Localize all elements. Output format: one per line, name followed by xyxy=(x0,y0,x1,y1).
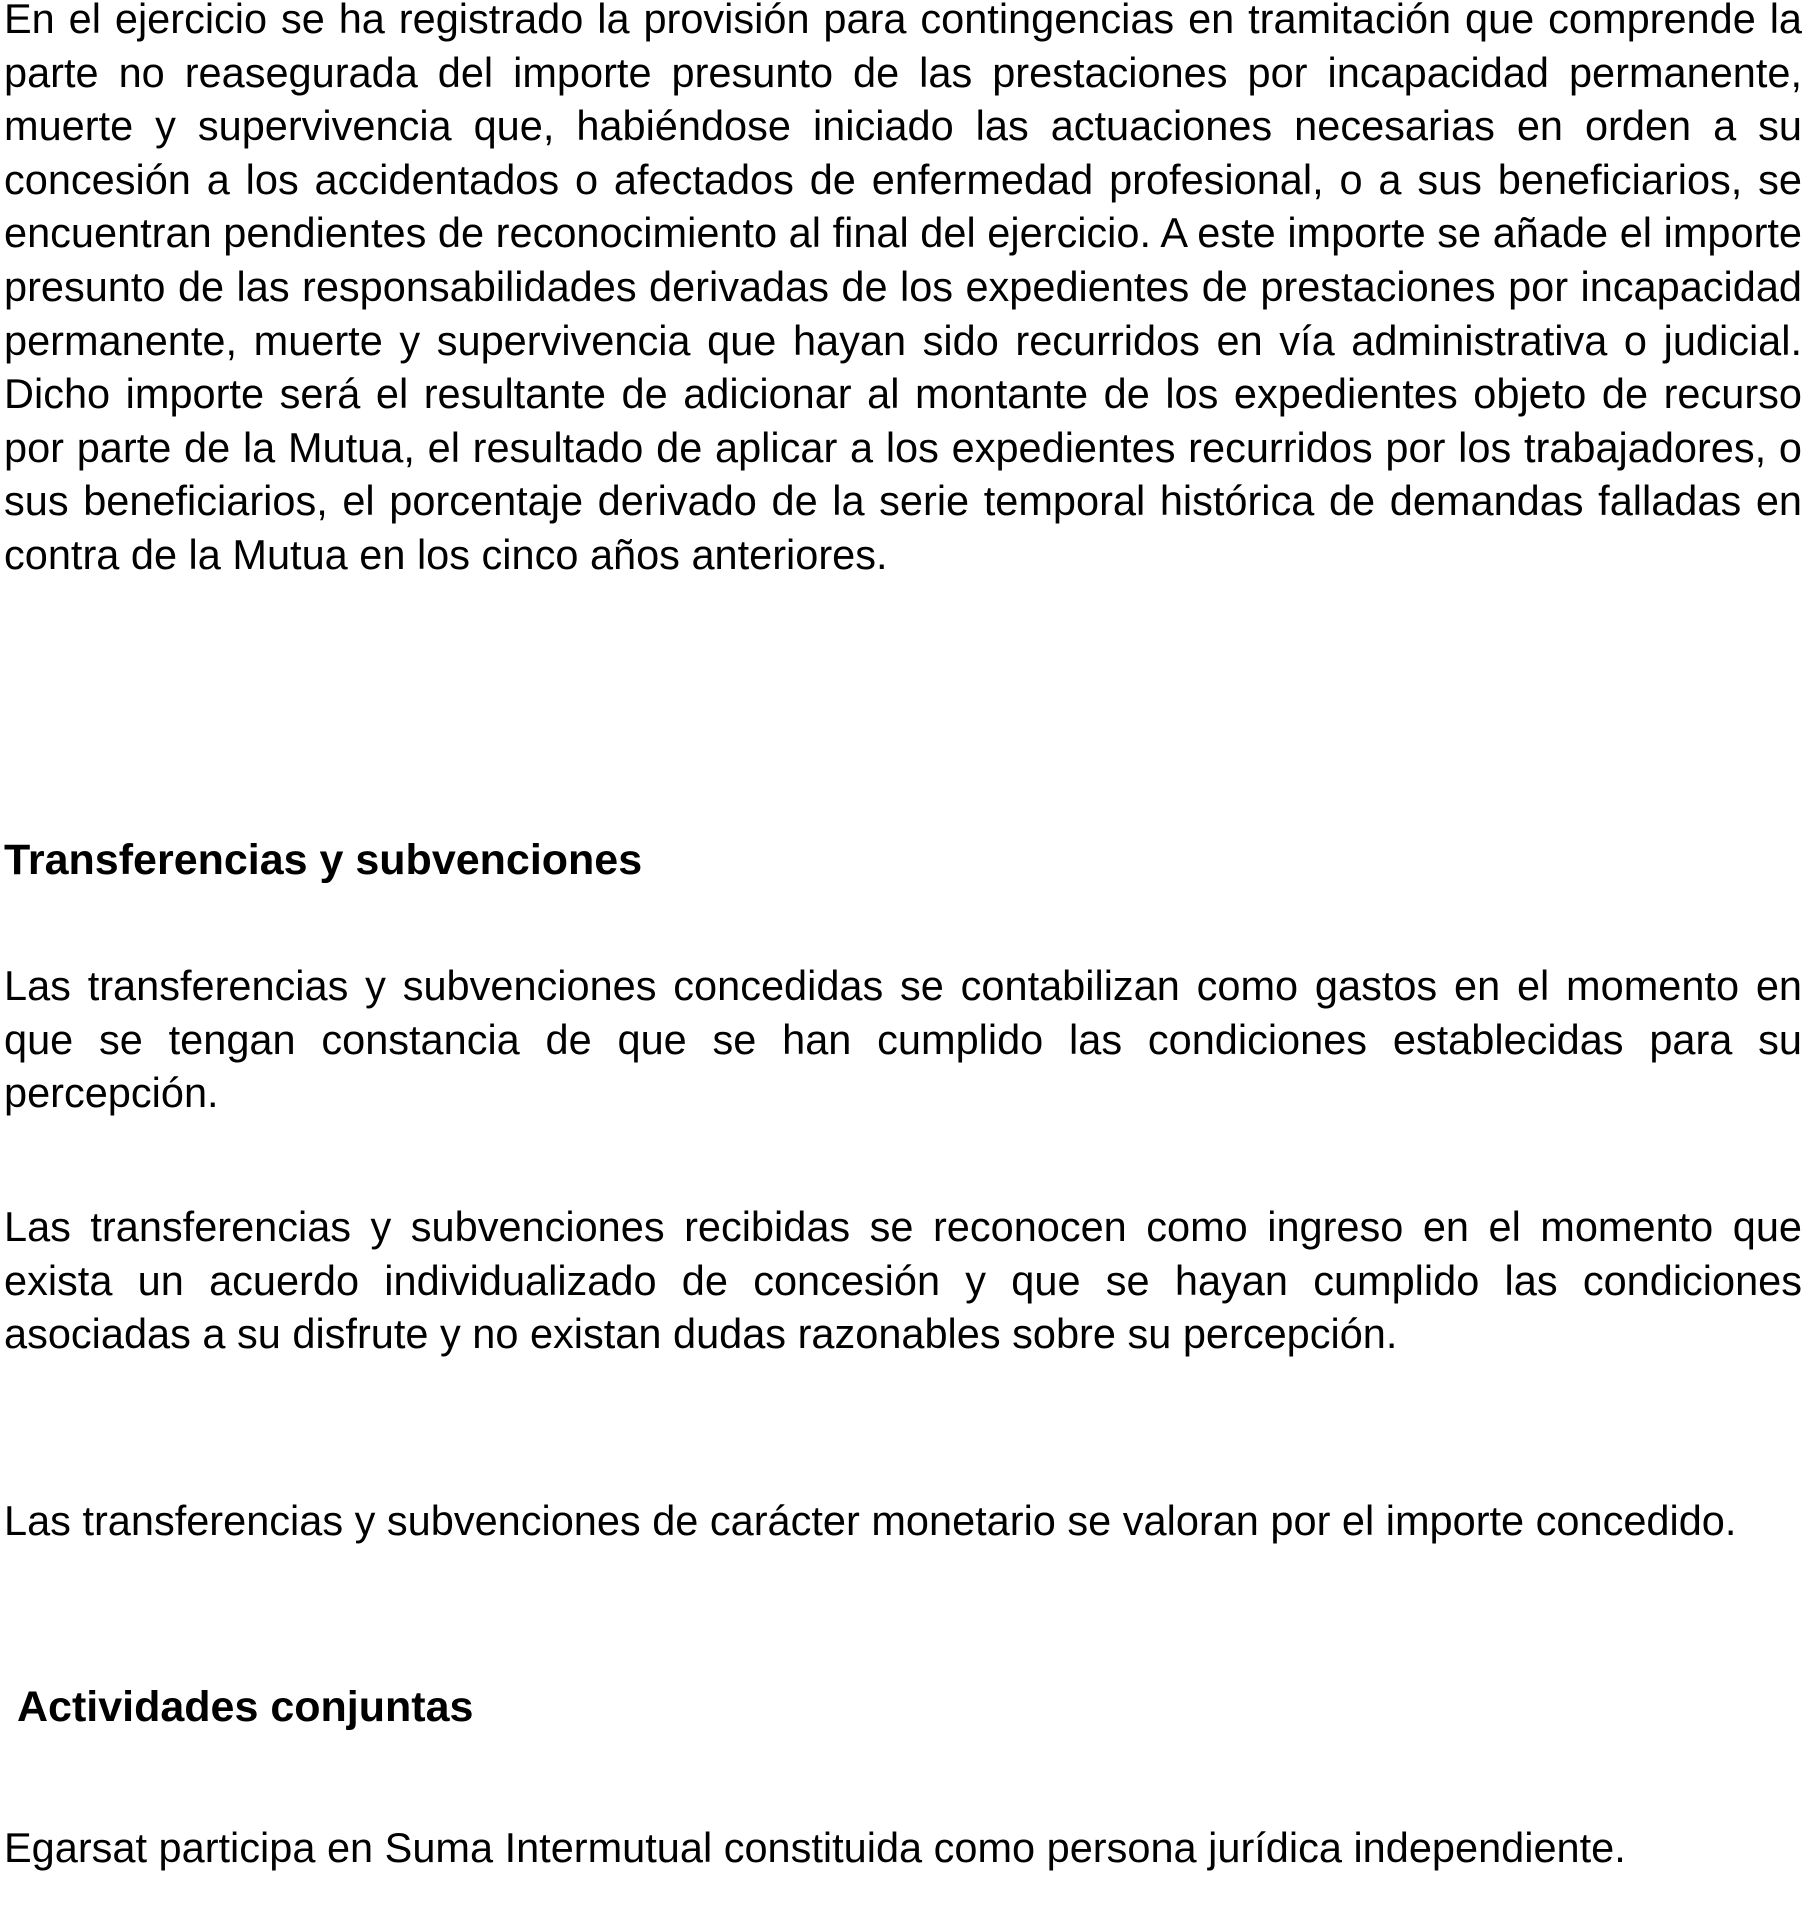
section-heading-transferencias: Transferencias y subvenciones xyxy=(4,836,643,884)
transferencias-recibidas-paragraph: Las transferencias y subvenciones recibidas se reconocen como ingreso en el momento que exista un acuerdo individualizado de concesión y que se hayan cumplido las condiciones asociadas a su disfrute y no existan dudas razonables sobre su percepción. xyxy=(4,1203,1802,1358)
section-heading-actividades: Actividades conjuntas xyxy=(17,1683,474,1731)
transferencias-monetario-paragraph: Las transferencias y subvenciones de carácter monetario se valoran por el importe concedido. xyxy=(4,1497,1737,1544)
provision-paragraph: En el ejercicio se ha registrado la provisión para contingencias en tramitación que comprende la parte no reasegurada del importe presunto de las prestaciones por incapacidad permanente, muerte y supervivencia que, habiéndose iniciado las actuaciones necesarias en orden a su concesión a los accidentados o afectados de enfermedad profesional, o a sus beneficiarios, se encuentran pendientes de reconocimiento al final del ejercicio. A este importe se añade el importe presunto de las responsabilidades derivadas de los expedientes de prestaciones por incapacidad permanente, muerte y supervivencia que hayan sido recurridos en vía administrativa o judicial. Dicho importe será el resultante de adicionar al montante de los expedientes objeto de recurso por parte de la Mutua, el resultado de aplicar a los expedientes recurridos por los trabajadores, o sus beneficiarios, el porcentaje derivado de la serie temporal histórica de demandas falladas en contra de la Mutua en los cinco años anteriores. xyxy=(4,0,1802,578)
transferencias-concedidas-paragraph: Las transferencias y subvenciones concedidas se contabilizan como gastos en el momento en que se tengan constancia de que se han cumplido las condiciones establecidas para su percepción. xyxy=(4,962,1802,1117)
actividades-conjuntas-paragraph: Egarsat participa en Suma Intermutual constituida como persona jurídica independiente. xyxy=(4,1824,1626,1871)
